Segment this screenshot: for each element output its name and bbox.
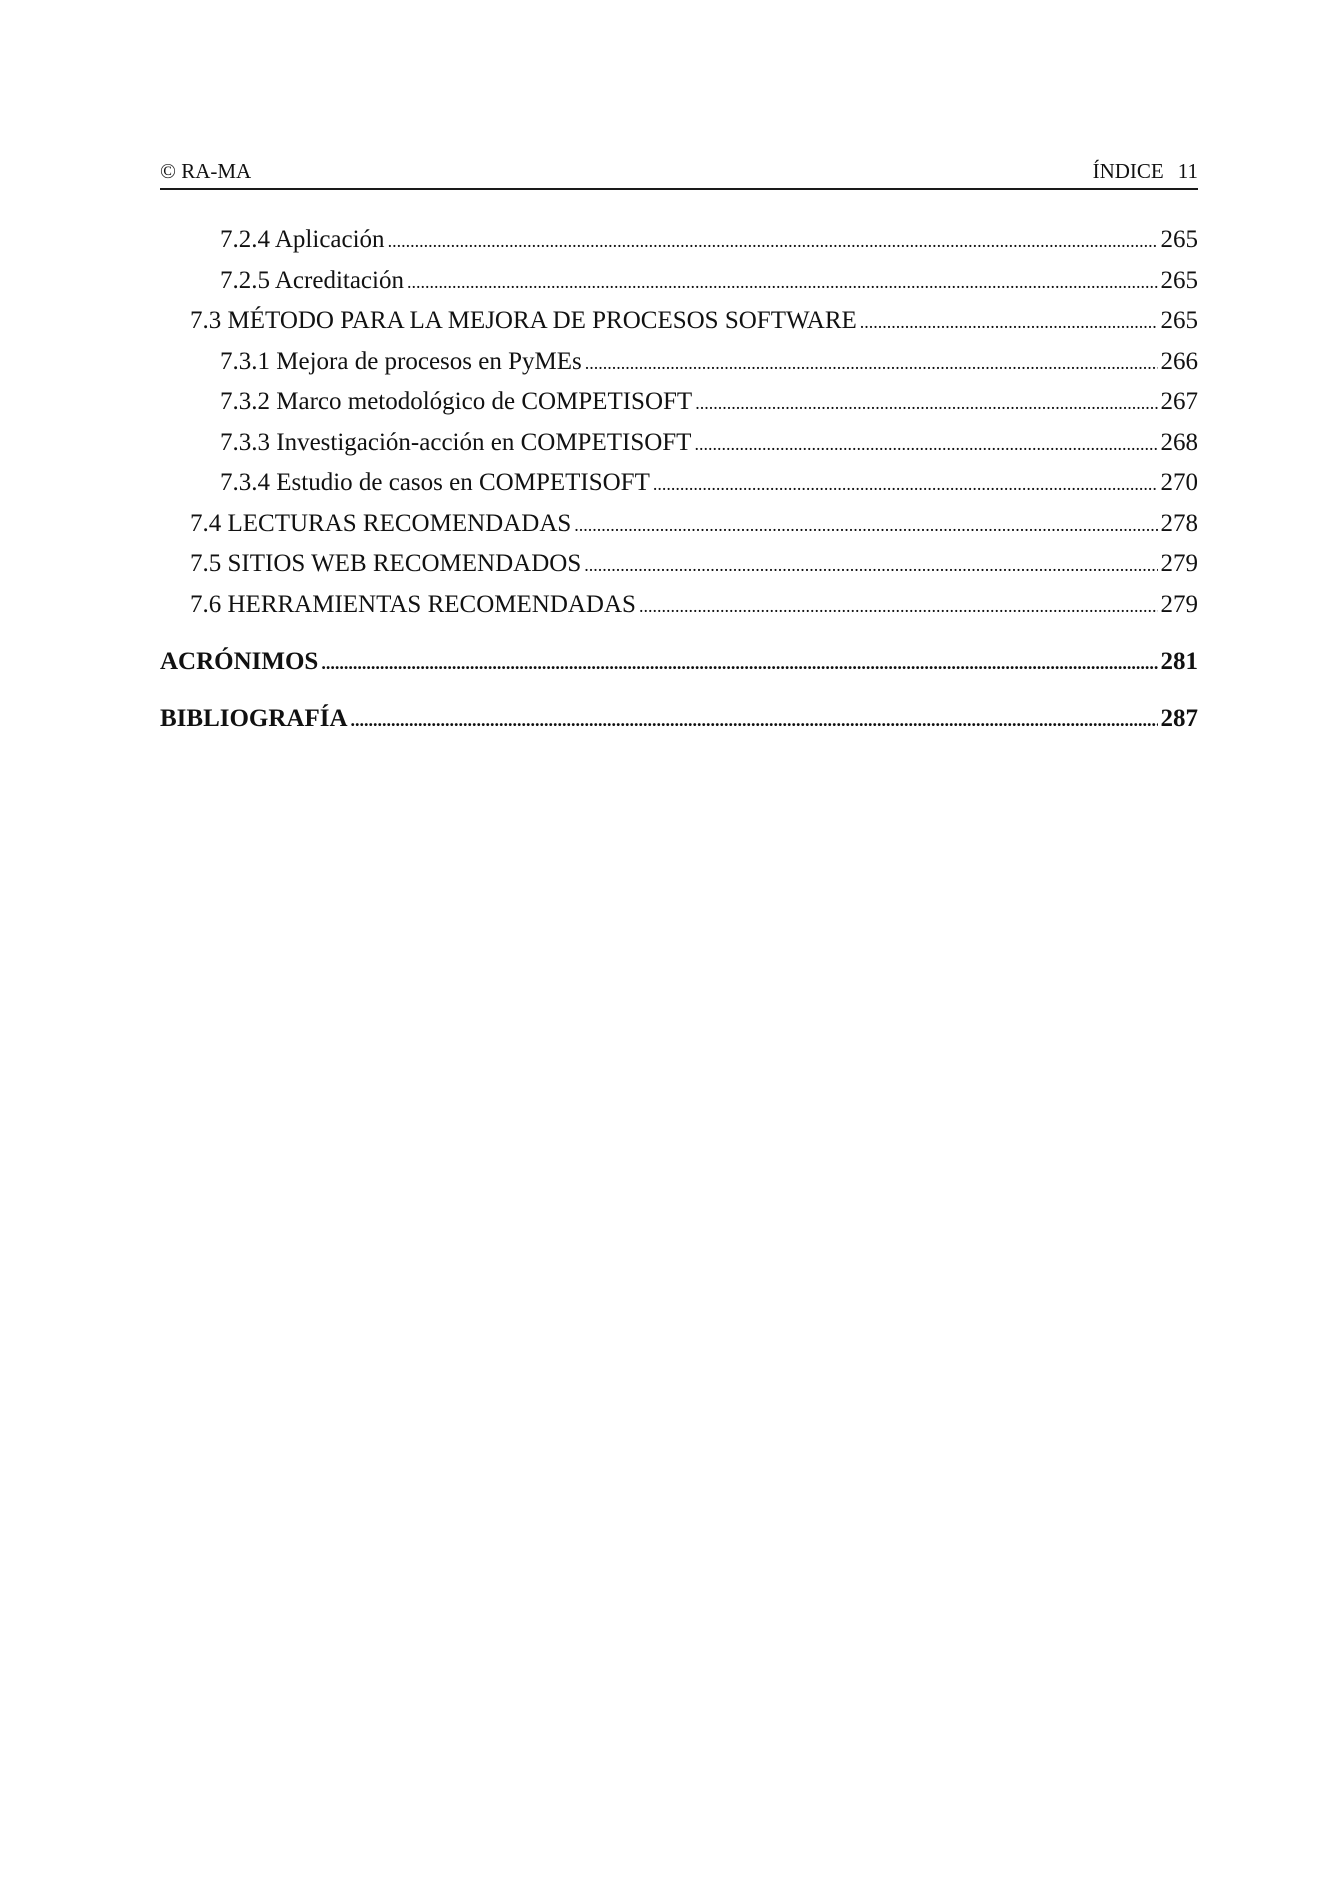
toc-entry[interactable] <box>160 342 1198 383</box>
dot-leader <box>407 262 1158 303</box>
toc-entry-page: 270 <box>1160 469 1198 496</box>
toc-entry-page: 265 <box>1160 307 1198 334</box>
table-of-contents <box>160 220 1198 739</box>
dot-leader <box>694 424 1157 465</box>
publisher-mark: © RA-MA <box>160 159 252 183</box>
dot-leader <box>585 343 1158 384</box>
toc-entry-title: 7.4 LECTURAS RECOMENDADAS <box>190 509 572 537</box>
toc-entry-page: 279 <box>1160 550 1198 577</box>
toc-entry-page: 287 <box>1160 704 1198 732</box>
toc-entry[interactable] <box>160 585 1198 626</box>
toc-entry-title: 7.3.2 Marco metodológico de COMPETISOFT <box>220 388 693 415</box>
toc-entry-title: 7.3.1 Mejora de procesos en PyMEs <box>220 347 582 375</box>
toc-entry-title: 7.3.3 Investigación-acción en COMPETISOFT <box>220 428 692 456</box>
toc-entry-title: 7.5 SITIOS WEB RECOMENDADOS <box>190 550 582 577</box>
dot-leader <box>584 545 1157 586</box>
toc-entry-page: 281 <box>1160 648 1198 675</box>
running-title <box>1093 159 1198 184</box>
page-header <box>160 158 1198 190</box>
toc-entry[interactable] <box>160 220 1198 261</box>
toc-entry-title: 7.2.4 Aplicación <box>220 226 385 253</box>
toc-entry-page: 268 <box>1160 428 1198 456</box>
toc-entry[interactable] <box>160 423 1198 464</box>
toc-entry-title: 7.3.4 Estudio de casos en COMPETISOFT <box>220 469 650 496</box>
page-number: 11 <box>1177 159 1198 183</box>
dot-leader <box>388 221 1158 262</box>
toc-entry-title: BIBLIOGRAFÍA <box>160 704 348 732</box>
toc-entry[interactable] <box>160 504 1198 545</box>
dot-leader <box>860 302 1158 343</box>
toc-entry-page: 265 <box>1160 226 1198 253</box>
dot-leader <box>351 700 1158 741</box>
toc-entry[interactable] <box>160 544 1198 585</box>
toc-entry-page: 278 <box>1160 509 1198 537</box>
toc-entry-title: 7.6 HERRAMIENTAS RECOMENDADAS <box>190 590 636 618</box>
dot-leader <box>653 464 1158 505</box>
toc-entry[interactable] <box>160 382 1198 423</box>
dot-leader <box>321 643 1157 684</box>
dot-leader <box>574 505 1157 546</box>
toc-entry-page: 267 <box>1160 388 1198 415</box>
toc-entry-page: 265 <box>1160 266 1198 294</box>
toc-chapter-entry[interactable] <box>160 699 1198 740</box>
toc-entry-title: ACRÓNIMOS <box>160 648 319 675</box>
toc-entry[interactable] <box>160 301 1198 342</box>
toc-chapter-entry[interactable] <box>160 642 1198 683</box>
toc-entry-title: 7.3 MÉTODO PARA LA MEJORA DE PROCESOS SOFTWARE <box>190 307 857 334</box>
toc-entry-page: 266 <box>1160 347 1198 375</box>
dot-leader <box>639 586 1158 627</box>
dot-leader <box>695 383 1157 424</box>
toc-entry-title: 7.2.5 Acreditación <box>220 266 404 294</box>
toc-entry-page: 279 <box>1160 590 1198 618</box>
toc-entry[interactable] <box>160 463 1198 504</box>
toc-entry[interactable] <box>160 261 1198 302</box>
section-name: ÍNDICE <box>1092 159 1164 183</box>
